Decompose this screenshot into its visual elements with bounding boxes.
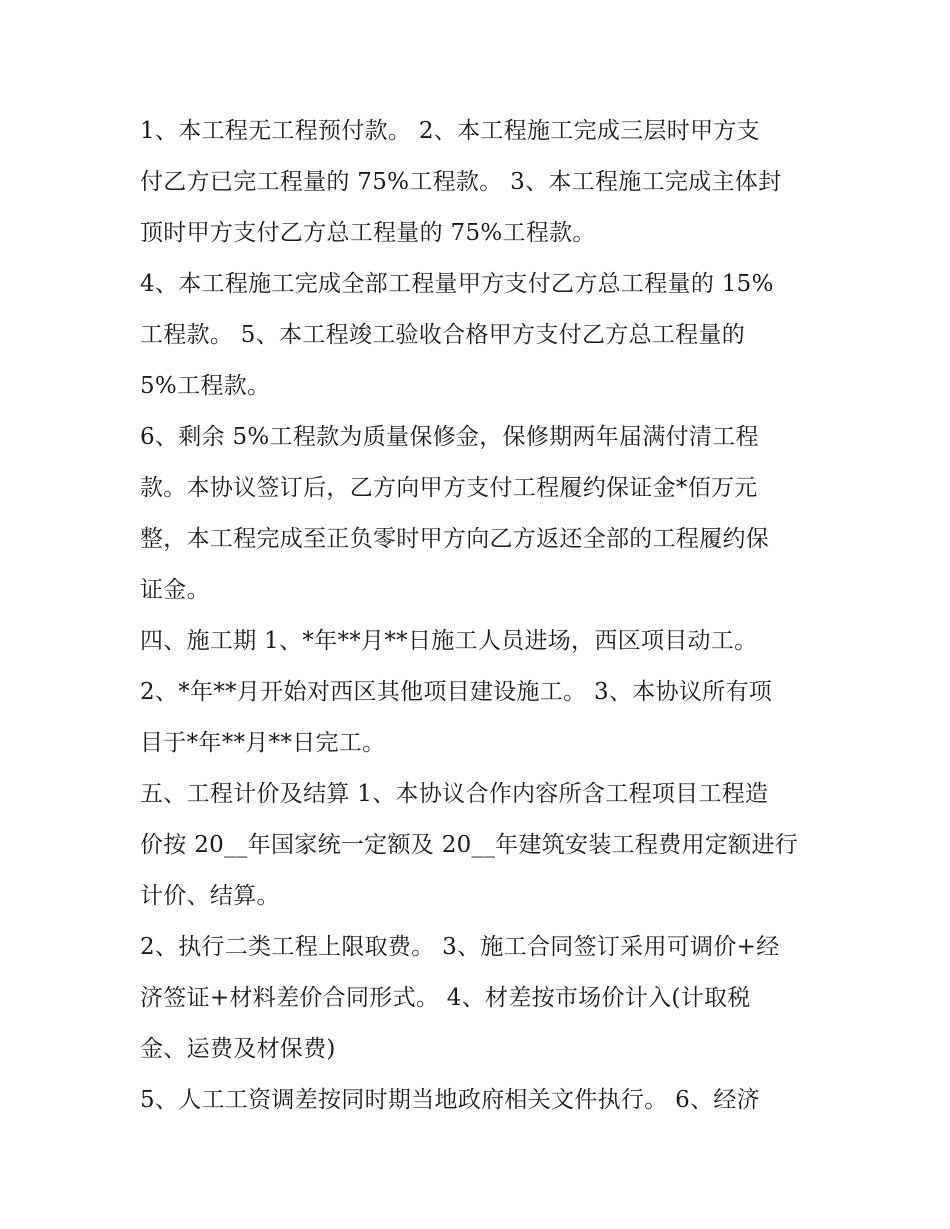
document-body (140, 106, 820, 1126)
text-line: 金、运费及材保费) (140, 1036, 336, 1062)
text-line: 四、施工期 1、*年**月**日施工人员进场，西区项目动工。 (140, 628, 758, 654)
text-line: 价按 20__年国家统一定额及 20__年建筑安装工程费用定额进行 (140, 832, 799, 858)
text-line: 5%工程款。 (140, 373, 271, 399)
text-line: 目于*年**月**日完工。 (140, 730, 386, 756)
text-line: 2、*年**月开始对西区其他项目建设施工。 3、本协议所有项 (140, 679, 773, 705)
text-line: 工程款。 5、本工程竣工验收合格甲方支付乙方总工程量的 (140, 322, 746, 348)
text-line: 5、人工工资调差按同时期当地政府相关文件执行。 6、经济 (140, 1087, 760, 1113)
text-line: 顶时甲方支付乙方总工程量的 75%工程款。 (140, 220, 596, 246)
text-line: 2、执行二类工程上限取费。 3、施工合同签订采用可调价+经 (140, 934, 780, 960)
text-line: 证金。 (140, 577, 210, 603)
text-line: 6、剩余 5%工程款为质量保修金，保修期两年届满付清工程 (140, 424, 759, 450)
text-line: 济签证+材料差价合同形式。 4、材差按市场价计入(计取税 (140, 985, 751, 1011)
text-line: 款。本协议签订后，乙方向甲方支付工程履约保证金*佰万元 (140, 475, 758, 501)
text-line: 4、本工程施工完成全部工程量甲方支付乙方总工程量的 15% (140, 271, 774, 297)
text-line: 1、本工程无工程预付款。 2、本工程施工完成三层时甲方支 (140, 118, 760, 144)
text-line: 付乙方已完工程量的 75%工程款。 3、本工程施工完成主体封 (140, 169, 782, 195)
text-line: 五、工程计价及结算 1、本协议合作内容所含工程项目工程造 (140, 781, 769, 807)
text-line: 计价、结算。 (140, 883, 280, 909)
text-line: 整，本工程完成至正负零时甲方向乙方返还全部的工程履约保 (140, 526, 770, 552)
